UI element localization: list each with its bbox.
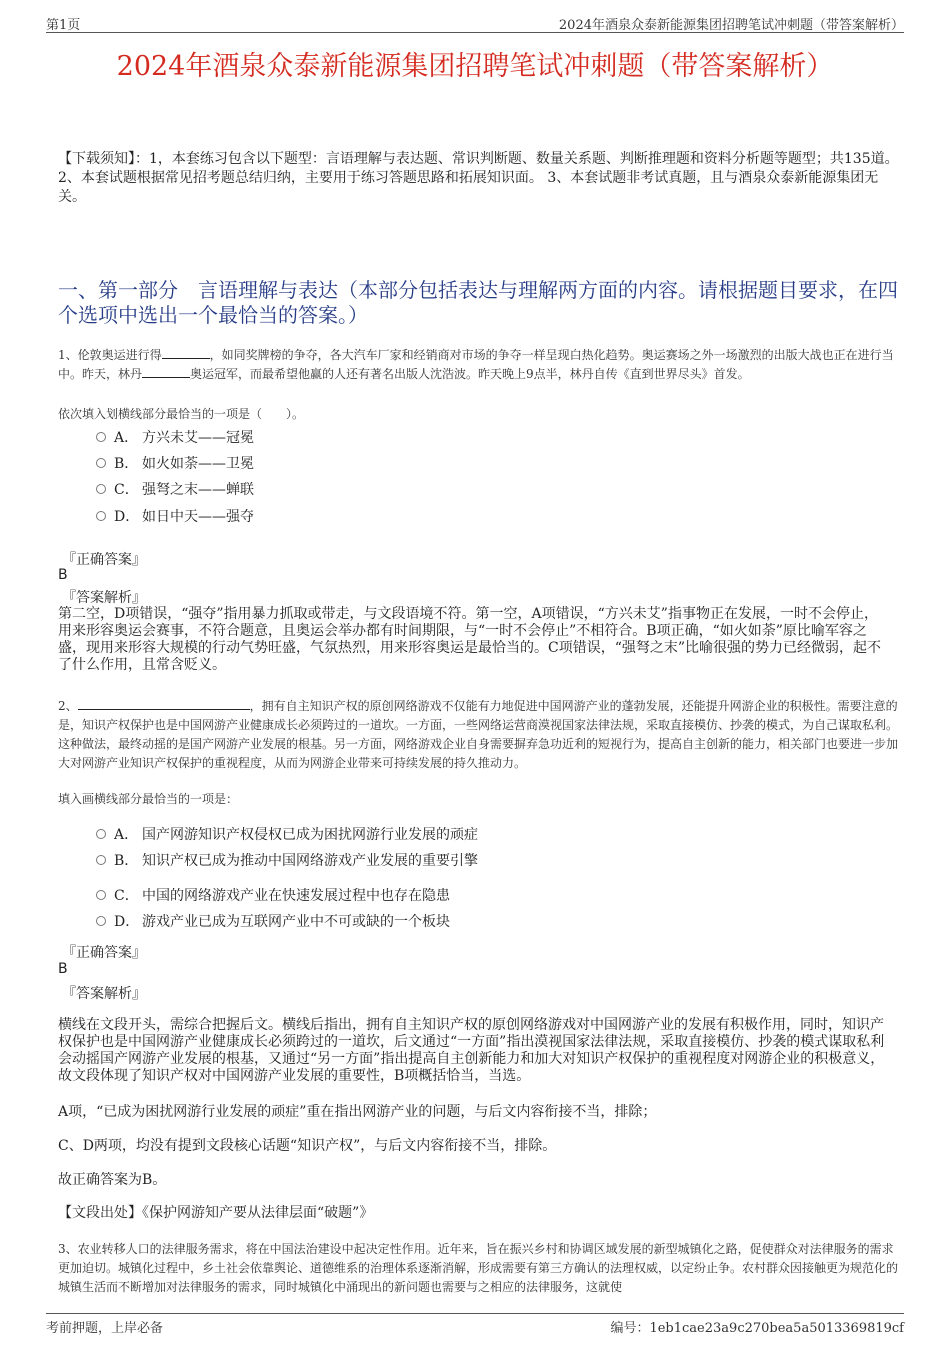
option-letter: B． [114,456,139,472]
q2-source: 【文段出处】《保护网游知产要从法律层面“破题”》 [58,1205,374,1221]
footer-doc-id: 编号：1eb1cae23a9c270bea5a5013369819cf [610,1321,904,1336]
question-1-text [58,346,900,384]
option-text: 强弩之末——蝉联 [142,482,254,498]
header-doc-title: 2024年酒泉众泰新能源集团招聘笔试冲刺题（带答案解析） [558,18,904,33]
page-footer [46,1313,904,1336]
question-2-text [58,697,900,773]
q2-analysis-4: 故正确答案为B。 [58,1172,167,1188]
question-2-part-a: 2、 [58,699,78,713]
q2-option-a[interactable] [96,825,478,845]
q2-analysis-tag: 『答案解析』 [62,986,146,1002]
option-text: 方兴未艾——冠冕 [142,430,254,446]
blank-line [142,365,190,378]
footer-slogan: 考前押题，上岸必备 [46,1321,164,1336]
question-3-text: 3、农业转移人口的法律服务需求，将在中国法治建设中起决定性作用。近年来，旨在振兴乡村和协调区域发展的新型城镇化之路，促使群众对法律服务的需求更加迫切。城镇化过程中，乡土社会依靠舆论、道德维系的治理体系逐渐消解，形成需要有第三方确认的法理权威，以定纷止争。农村群众因接触更为规范化的城镇生活而不断增加对法律服务的需求，同时城镇化中涌现出的新问题也需要与之相应的法律服务，这就使 [58,1242,899,1294]
q2-analysis-1: 横线在文段开头，需综合把握后文。横线后指出，拥有自主知识产权的原创网络游戏对中国网游产业的发展有积极作用，同时，知识产权保护也是中国网游产业健康成长必须跨过的一道坎，后文通过“一方面”指出漠视国家法律法规，采取直接模仿、抄袭的模式谋取私利会动摇国产网游产业发展的根基，又通过“另一方面”指出提高自主创新能力和加大对知识产权保护的重视程度对网游企业的积极意义，故文段体现了知识产权对中国网游产业发展的重要性，B项概括恰当，当选。 [58,1017,885,1084]
blank-line [78,697,250,710]
q1-option-d[interactable] [96,507,254,527]
radio-icon[interactable] [96,916,106,926]
question-2-prompt: 填入画横线部分最恰当的一项是： [58,792,239,806]
question-1-part-b: ，如同奖牌榜的争夺，各大汽车厂家和经销商对市场的争夺一样呈现白热化趋势。奥运赛场之外一场激烈的出版大战也正在进行当中。昨天，林丹 [58,348,894,381]
radio-icon[interactable] [96,855,106,865]
q2-option-b[interactable] [96,851,478,871]
option-letter: A． [114,827,139,843]
radio-icon[interactable] [96,432,106,442]
q2-analysis-2: A项，“已成为困扰网游行业发展的顽症”重在指出网游产业的问题，与后文内容衔接不当，排除； [58,1104,657,1120]
section-title: 一、第一部分 言语理解与表达（本部分包括表达与理解两方面的内容。请根据题目要求，在四个选项中选出一个最恰当的答案。） [58,278,898,327]
option-letter: A． [114,430,139,446]
radio-icon[interactable] [96,511,106,521]
option-text: 国产网游知识产权侵权已成为困扰网游行业发展的顽症 [142,827,478,843]
q1-analysis-tag: 『答案解析』 [62,590,146,606]
option-text: 中国的网络游戏产业在快速发展过程中也存在隐患 [142,888,450,904]
q2-answer-tag: 『正确答案』 [62,945,146,961]
q1-option-b[interactable] [96,454,254,474]
option-letter: D． [114,509,140,525]
option-text: 如日中天——强夺 [142,509,254,525]
option-letter: C． [114,482,139,498]
page-header [46,12,904,33]
q1-answer-tag: 『正确答案』 [62,552,146,568]
option-text: 如火如荼——卫冕 [142,456,254,472]
question-1-part-c: 奥运冠军，而最希望他赢的人还有著名出版人沈浩波。昨天晚上9点半，林丹自传《直到世界尽头》首发。 [190,367,750,381]
option-text: 知识产权已成为推动中国网络游戏产业发展的重要引擎 [142,853,478,869]
option-letter: B． [114,853,139,869]
document-title: 2024年酒泉众泰新能源集团招聘笔试冲刺题（带答案解析） [116,51,834,82]
option-letter: D． [114,914,140,930]
q1-analysis: 第二空，D项错误，“强夺”指用暴力抓取或带走，与文段语境不符。第一空，A项错误，“方兴未艾”指事物正在发展，一时不会停止，用来形容奥运会赛事，不符合题意，且奥运会举办都有时间期限，与“一时不会停止”不相符合。B项正确，“如火如荼”原比喻军容之盛，现用来形容大规模的行动气势旺盛，气氛热烈，用来形容奥运是最恰当的。C项错误，“强弩之末”比喻很强的势力已经微弱，起不了什么作用，且常含贬义。 [58,606,882,673]
radio-icon[interactable] [96,890,106,900]
blank-line [162,346,210,359]
download-notice: 【下载须知】：1，本套练习包含以下题型：言语理解与表达题、常识判断题、数量关系题、判断推理题和资料分析题等题型；共135道。 2、本套试题根据常见招考题总结归纳，主要用于练习答题思路和拓展知识面。 3、本套试题非考试真题，且与酒泉众泰新能源集团无关。 [58,151,899,205]
q2-option-d[interactable] [96,912,450,932]
q2-answer: B [58,961,68,977]
radio-icon[interactable] [96,484,106,494]
q1-answer: B [58,567,68,583]
question-1-part-a: 1、伦敦奥运进行得 [58,348,162,362]
q1-option-a[interactable] [96,428,254,448]
q2-analysis-3: C、D两项，均没有提到文段核心话题“知识产权”，与后文内容衔接不当，排除。 [58,1138,557,1154]
page-number: 第1页 [46,18,81,33]
question-1-prompt: 依次填入划横线部分最恰当的一项是（ ）。 [58,407,305,421]
q2-option-c[interactable] [96,886,450,906]
option-letter: C． [114,888,139,904]
q1-option-c[interactable] [96,480,254,500]
option-text: 游戏产业已成为互联网产业中不可或缺的一个板块 [142,914,450,930]
radio-icon[interactable] [96,829,106,839]
question-2-part-b: ，拥有自主知识产权的原创网络游戏不仅能有力地促进中国网游产业的蓬勃发展，还能提升网游企业的积极性。需要注意的是，知识产权保护也是中国网游产业健康成长必须跨过的一道坎。一方面，一些网络运营商漠视国家法律法规，采取直接模仿、抄袭的模式，为自己谋取私利。这种做法，最终动摇的是国产网游产业发展的根基。另一方面，网络游戏企业自身需要摒弃急功近利的短视行为，提高自主创新的能力，相关部门也要进一步加大对网游产业知识产权保护的重视程度，从而为网游企业带来可持续发展的持久推动力。 [58,699,899,770]
radio-icon[interactable] [96,458,106,468]
